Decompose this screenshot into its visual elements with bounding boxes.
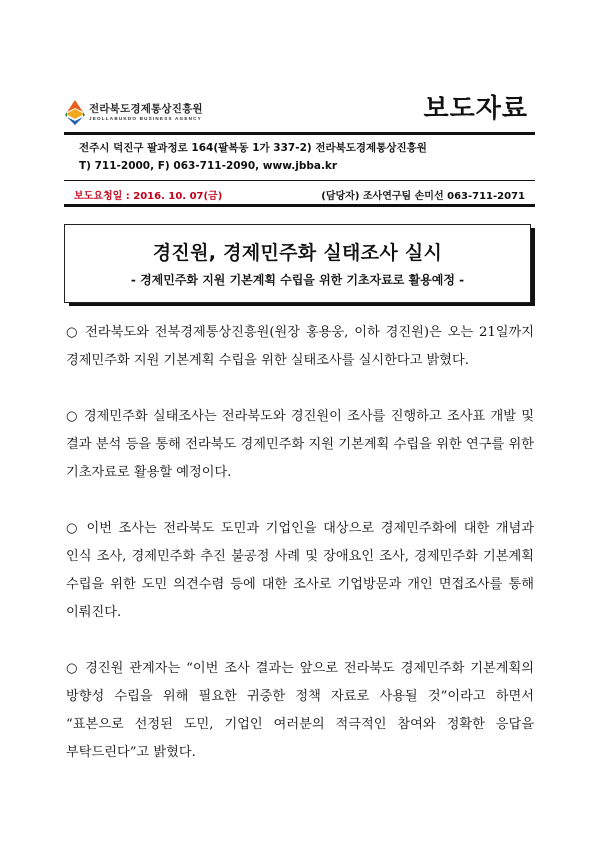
release-request-label: 보도요청일 : [74, 191, 134, 202]
agency-logo-icon [64, 98, 86, 126]
body-paragraph-3: ○ 이번 조사는 전라북도 도민과 기업인을 대상으로 경제민주화에 대한 개념과 인식 조사, 경제민주화 추진 불공정 사례 및 장애요인 조사, 경제민주화 기본계획 수립을 위한 도민 의견수렴 등에 대한 조사로 기업방문과 개인 면접조사를 통해 이뤄진다. [66, 521, 534, 620]
agency-name: 전라북도경제통상진흥원 [89, 103, 203, 115]
release-info-row [74, 187, 525, 202]
body-paragraph-2: ○ 경제민주화 실태조사는 전라북도와 경진원이 조사를 진행하고 조사표 개발 및 결과 분석 등을 통해 전라북도 경제민주화 지원 기본계획 수립을 위한 연구를 위한 기초자료로 활용할 예정이다. [66, 409, 534, 480]
document-type-heading: 보도자료 [423, 94, 528, 124]
contact-person: (담당자) 조사연구팀 손미선 063-711-2071 [321, 191, 525, 202]
header-divider-middle [64, 180, 535, 181]
header-divider-bottom [64, 204, 535, 207]
header-divider-top [64, 132, 535, 135]
release-request-date: 2016. 10. 07(금) [133, 191, 223, 202]
body-paragraph-1: ○ 전라북도와 전북경제통상진흥원(원장 홍용웅, 이하 경진원)은 오는 21일까지 경제민주화 지원 기본계획 수립을 위한 실태조사를 실시한다고 밝혔다. [66, 325, 534, 368]
agency-name-english: JEOLLABUKDO BUSINESS AGENCY [89, 116, 202, 121]
subheadline: - 경제민주화 지원 기본계획 수립을 위한 기초자료로 활용예정 - [130, 273, 465, 287]
body-paragraph-4: ○ 경진원 관계자는 “이번 조사 결과는 앞으로 전라북도 경제민주화 기본계획의 방향성 수립을 위해 필요한 귀중한 정책 자료로 사용될 것”이라고 하면서 “표본으로 선정된 도민, 기업인 여러분의 적극적인 참여와 정확한 응답을 부탁드린다”고 밝혔다. [66, 661, 534, 760]
agency-phone-fax-web: T) 711-2000, F) 063-711-2090, www.jbba.kr [79, 160, 338, 172]
headline: 경진원, 경제민주화 실태조사 실시 [152, 242, 443, 264]
agency-logo [64, 96, 284, 130]
headline-box [64, 224, 531, 303]
agency-address: 전주시 덕진구 팔과정로 164(팔복동 1가 337-2) 전라북도경제통상진흥원 [79, 142, 427, 154]
article-body [66, 319, 534, 795]
